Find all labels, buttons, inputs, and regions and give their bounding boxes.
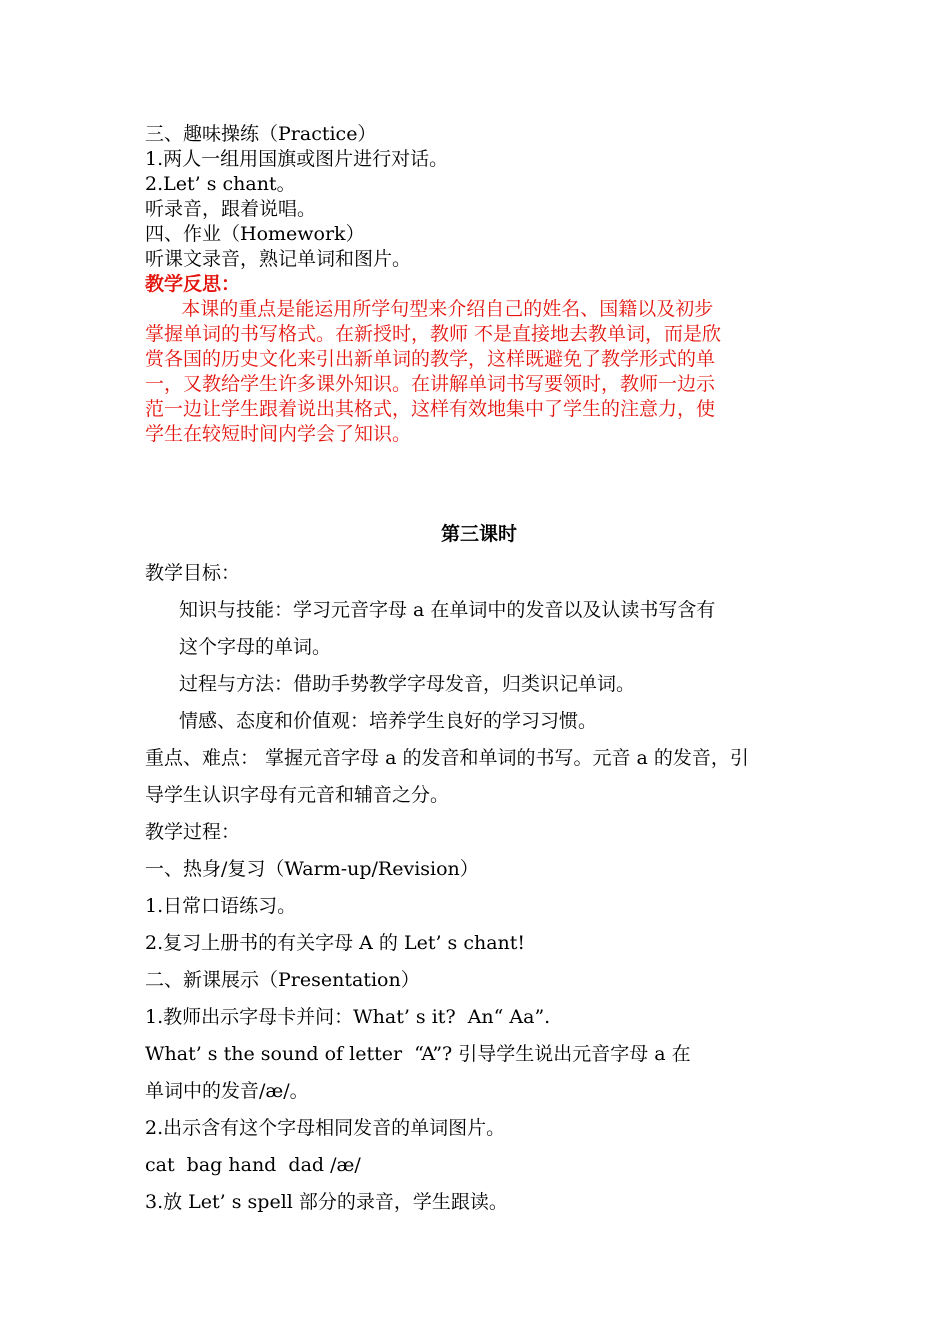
warmup-heading: 一、热身/复习（Warm-up/Revision）	[145, 858, 479, 880]
practice-homework-section	[145, 122, 813, 272]
warmup-item-1: 1.日常口语练习。	[145, 895, 297, 917]
lesson-heading: 第三课时	[440, 523, 517, 545]
presentation-heading: 二、新课展示（Presentation）	[145, 969, 420, 991]
practice-item-2: 2.Let’ s chant。	[145, 173, 296, 195]
reflection-line: 一，又教给学生许多课外知识。在讲解单词书写要领时，教师一边示	[145, 373, 716, 395]
presentation-item-2: 2.出示含有这个字母相同发音的单词图片。	[145, 1117, 506, 1139]
lesson-body	[145, 555, 813, 1221]
keypoints-line-2: 导学生认识字母有元音和辅音之分。	[145, 784, 450, 806]
document-page	[145, 122, 813, 1221]
goal-attitude: 情感、态度和价值观：培养学生良好的学习习惯。	[179, 710, 598, 732]
reflection-title: 教学反思：	[145, 273, 241, 295]
presentation-item-1b-line-2: 单词中的发音/æ/。	[145, 1080, 309, 1102]
reflection-line: 范一边让学生跟着说出其格式，这样有效地集中了学生的注意力，使	[145, 398, 716, 420]
goal-knowledge-line-2: 这个字母的单词。	[179, 636, 332, 658]
goal-knowledge-line-1: 知识与技能：学习元音字母 a 在单词中的发音以及认读书写含有	[179, 599, 716, 621]
practice-heading: 三、趣味操练（Practice）	[145, 123, 377, 145]
reflection-line: 赏各国的历史文化来引出新单词的教学，这样既避免了教学形式的单	[145, 348, 716, 370]
presentation-item-3: 3.放 Let’ s spell 部分的录音，学生跟读。	[145, 1191, 508, 1213]
keypoints-line-1: 重点、难点： 掌握元音字母 a 的发音和单词的书写。元音 a 的发音，引	[145, 747, 749, 769]
goals-label: 教学目标：	[145, 562, 241, 584]
reflection-line: 本课的重点是能运用所学句型来介绍自己的姓名、国籍以及初步	[145, 298, 714, 320]
presentation-words: cat bag hand dad /æ/	[145, 1154, 361, 1176]
reflection-body	[145, 297, 813, 447]
goal-process: 过程与方法：借助手势教学字母发音，归类识记单词。	[179, 673, 636, 695]
process-label: 教学过程：	[145, 821, 241, 843]
reflection-line: 掌握单词的书写格式。在新授时，教师 不是直接地去教单词，而是欣	[145, 323, 722, 345]
warmup-item-2: 2.复习上册书的有关字母 A 的 Let’ s chant!	[145, 932, 526, 954]
practice-item-1: 1.两人一组用国旗或图片进行对话。	[145, 148, 449, 170]
homework-item: 听课文录音，熟记单词和图片。	[145, 248, 412, 270]
homework-heading: 四、作业（Homework）	[145, 223, 365, 245]
practice-item-3: 听录音，跟着说唱。	[145, 198, 317, 220]
reflection-line: 学生在较短时间内学会了知识。	[145, 423, 412, 445]
presentation-item-1: 1.教师出示字母卡并问：What’ s it? An“ Aa”.	[145, 1006, 551, 1028]
presentation-item-1b-line-1: What’ s the sound of letter “A”? 引导学生说出元音字母 a 在	[145, 1043, 691, 1065]
